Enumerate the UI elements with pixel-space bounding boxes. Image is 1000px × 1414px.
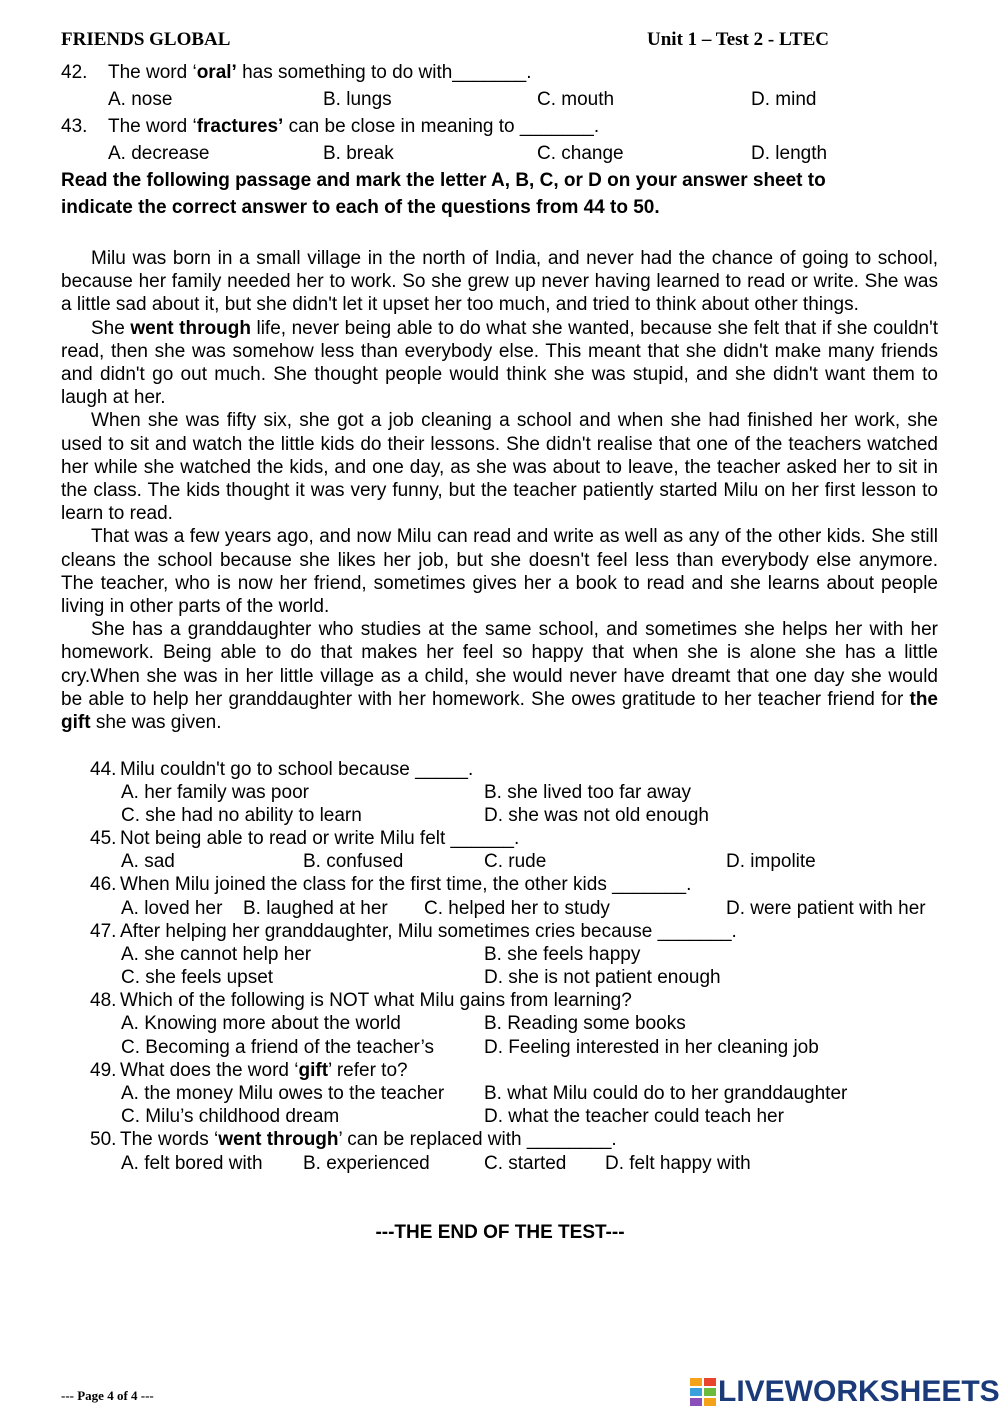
q44-option-b[interactable]: B. she lived too far away	[484, 782, 691, 803]
q47-option-b[interactable]: B. she feels happy	[484, 944, 641, 965]
liveworksheets-grid-icon	[690, 1378, 716, 1406]
question-49: 49. What does the word ‘gift’ refer to?	[90, 1060, 408, 1081]
q47-option-a[interactable]: A. she cannot help her	[121, 944, 312, 965]
q43-option-b[interactable]: B. break	[323, 143, 394, 164]
passage-paragraph-4: That was a few years ago, and now Milu can read and write as well as any of the other kids. She still cleans the school because she likes her job, but she doesn't feel less than everybody else anymore. The teacher, who is now her friend, sometimes gives her a book to read and she learns about people living in other parts of the world.	[61, 526, 938, 618]
question-42: 42. The word ‘oral’ has something to do with_______.	[61, 62, 532, 83]
passage-paragraph-1: Milu was born in a small village in the north of India, and never had the chance of going to school, because her family needed her to work. So she grew up never having learned to read or write. She was a little sad about it, but she didn't let it upset her too much, and tried to think about other things.	[61, 248, 938, 316]
passage-paragraph-5: She has a granddaughter who studies at the same school, and sometimes she helps her with her homework. Being able to do that makes her feel so happy that when she is alone she has a little cry.When she was in her little village as a child, she would never have dreamt that one day she would be able to help her granddaughter with her homework. She owes gratitude to her teacher friend for the gift she was given.	[61, 619, 938, 734]
question-47: 47. After helping her granddaughter, Milu sometimes cries because _______.	[90, 921, 737, 942]
q42-option-c[interactable]: C. mouth	[537, 89, 615, 110]
q42-option-b[interactable]: B. lungs	[323, 89, 392, 110]
liveworksheets-logo-text: LIVEWORKSHEETS	[718, 1375, 1000, 1408]
q50-option-c[interactable]: C. started	[484, 1153, 567, 1174]
q44-option-d[interactable]: D. she was not old enough	[484, 805, 709, 826]
q42-option-d[interactable]: D. mind	[751, 89, 817, 110]
q44-option-c[interactable]: C. she had no ability to learn	[121, 805, 362, 826]
q46-option-a[interactable]: A. loved her	[121, 898, 223, 919]
q46-option-b[interactable]: B. laughed at her	[243, 898, 388, 919]
q48-option-c[interactable]: C. Becoming a friend of the teacher’s	[121, 1037, 434, 1058]
question-50: 50. The words ‘went through’ can be replaced with ________.	[90, 1129, 617, 1150]
q46-option-c[interactable]: C. helped her to study	[424, 898, 610, 919]
q49-option-b[interactable]: B. what Milu could do to her granddaughter	[484, 1083, 848, 1104]
question-44: 44. Milu couldn't go to school because _____.	[90, 759, 474, 780]
question-45: 45. Not being able to read or write Milu felt ______.	[90, 828, 520, 849]
q45-option-c[interactable]: C. rude	[484, 851, 547, 872]
q48-option-a[interactable]: A. Knowing more about the world	[121, 1013, 401, 1034]
page-footer: --- Page 4 of 4 ---	[61, 1388, 154, 1403]
liveworksheets-logo[interactable]	[690, 1374, 1000, 1410]
instruction-line-2: indicate the correct answer to each of the questions from 44 to 50.	[61, 197, 660, 218]
reading-passage	[61, 247, 938, 734]
q43-option-d[interactable]: D. length	[751, 143, 828, 164]
q48-option-b[interactable]: B. Reading some books	[484, 1013, 686, 1034]
header-title: FRIENDS GLOBAL	[61, 29, 231, 50]
q50-option-b[interactable]: B. experienced	[303, 1153, 430, 1174]
q50-option-a[interactable]: A. felt bored with	[121, 1153, 263, 1174]
passage-paragraph-2: She went through life, never being able to do what she wanted, because she felt that if she couldn't read, then she was somehow less than everybody else. This meant that she didn't make many friends and didn't go out much. She thought people would think she was stupid, and she didn't want them to laugh at her.	[61, 317, 938, 409]
q49-option-a[interactable]: A. the money Milu owes to the teacher	[121, 1083, 445, 1104]
question-48: 48. Which of the following is NOT what Milu gains from learning?	[90, 990, 632, 1011]
q43-option-c[interactable]: C. change	[537, 143, 624, 164]
header-unit: Unit 1 – Test 2 - LTEC	[647, 29, 829, 50]
q47-option-c[interactable]: C. she feels upset	[121, 967, 274, 988]
instruction-line-1: Read the following passage and mark the letter A, B, C, or D on your answer sheet to	[61, 170, 826, 191]
q49-option-d[interactable]: D. what the teacher could teach her	[484, 1106, 784, 1127]
q45-option-d[interactable]: D. impolite	[726, 851, 816, 872]
passage-paragraph-3: When she was fifty six, she got a job cleaning a school and when she had finished her work, she used to sit and watch the little kids do their lessons. She didn't realise that one of the teachers watched her while she watched the kids, and one day, as she was about to leave, the teacher asked her to sit in the class. The kids thought it was very funny, but the teacher patiently started Milu on her first lesson to learn to read.	[61, 410, 938, 525]
q47-option-d[interactable]: D. she is not patient enough	[484, 967, 721, 988]
q48-option-d[interactable]: D. Feeling interested in her cleaning job	[484, 1037, 819, 1058]
q46-option-d[interactable]: D. were patient with her	[726, 898, 926, 919]
q50-option-d[interactable]: D. felt happy with	[605, 1153, 751, 1174]
question-43: 43. The word ‘fractures’ can be close in meaning to _______.	[61, 116, 600, 137]
q42-option-a[interactable]: A. nose	[108, 89, 173, 110]
q49-option-c[interactable]: C. Milu’s childhood dream	[121, 1106, 340, 1127]
q45-option-a[interactable]: A. sad	[121, 851, 175, 872]
q43-option-a[interactable]: A. decrease	[108, 143, 210, 164]
end-of-test: ---THE END OF THE TEST---	[375, 1222, 625, 1243]
question-46: 46. When Milu joined the class for the first time, the other kids _______.	[90, 874, 692, 895]
q44-option-a[interactable]: A. her family was poor	[121, 782, 309, 803]
q45-option-b[interactable]: B. confused	[303, 851, 404, 872]
